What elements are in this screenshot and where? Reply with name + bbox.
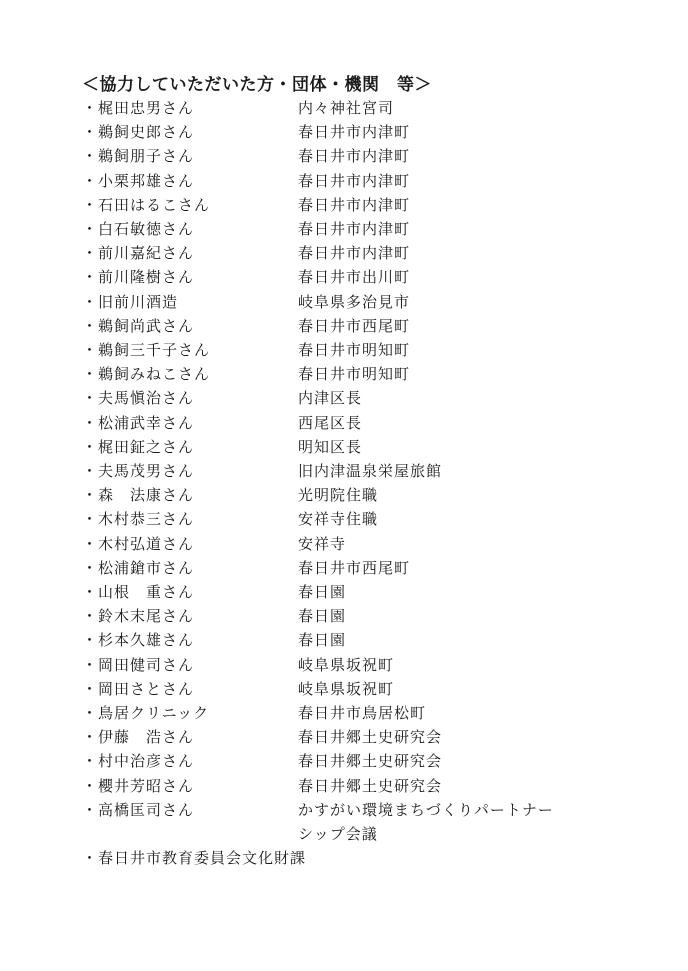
contributor-name: ・鵜飼朋子さん — [82, 147, 195, 166]
affiliation-line: 内津区長 — [298, 389, 363, 408]
section-heading: ＜協力していただいた方・団体・機関 等＞ — [82, 75, 432, 95]
list-item — [82, 362, 554, 386]
list-item — [82, 217, 554, 241]
contributor-affiliation — [298, 604, 346, 628]
contributor-affiliation — [298, 507, 378, 531]
contributor-name: ・村中治彦さん — [82, 752, 195, 771]
list-item — [82, 749, 554, 773]
contributor-name: ・櫻井芳昭さん — [82, 776, 195, 795]
list-item — [82, 193, 554, 217]
affiliation-line: 春日井市出川町 — [298, 268, 411, 287]
list-item — [82, 338, 554, 362]
contributor-affiliation — [298, 120, 410, 144]
contributor-affiliation — [298, 532, 346, 556]
affiliation-line: 旧内津温泉栄屋旅館 — [298, 462, 443, 481]
contributor-affiliation — [298, 338, 410, 362]
contributor-name: ・夫馬茂男さん — [82, 462, 195, 481]
affiliation-line: シップ会議 — [298, 825, 378, 844]
list-item — [82, 507, 554, 531]
list-item — [82, 798, 554, 846]
contributor-name: ・夫馬愼治さん — [82, 389, 195, 408]
contributor-affiliation — [298, 144, 410, 168]
contributor-affiliation — [298, 290, 410, 314]
contributor-name: ・山根 重さん — [82, 583, 195, 602]
contributor-name: ・小栗邦雄さん — [82, 171, 195, 190]
contributor-affiliation — [298, 265, 410, 289]
affiliation-line: 春日井郷土史研究会 — [298, 776, 443, 795]
contributor-affiliation — [298, 193, 410, 217]
affiliation-line: 光明院住職 — [298, 486, 379, 505]
contributor-name: ・松浦鎗市さん — [82, 558, 195, 577]
contributor-name: ・岡田さとさん — [82, 679, 195, 698]
contributor-name: ・梶田忠男さん — [82, 99, 195, 117]
contributor-affiliation — [298, 701, 426, 725]
affiliation-line: 春日井市内津町 — [298, 171, 411, 190]
contributor-name: ・鵜飼みねこさん — [82, 365, 211, 384]
list-item — [82, 314, 554, 338]
contributor-affiliation — [298, 580, 346, 604]
contributor-affiliation — [298, 169, 410, 193]
contributor-name: ・松浦武幸さん — [82, 413, 195, 432]
list-item — [82, 435, 554, 459]
contributor-name: ・前川嘉紀さん — [82, 244, 195, 263]
contributor-affiliation — [298, 653, 394, 677]
list-item — [82, 265, 554, 289]
affiliation-line: 安祥寺 — [298, 534, 347, 553]
list-item — [82, 774, 554, 798]
contributor-name: ・木村弘道さん — [82, 534, 195, 553]
affiliation-line: 春日井郷土史研究会 — [298, 728, 443, 747]
affiliation-line: 春日園 — [298, 583, 347, 602]
contributor-name: ・高橋匡司さん — [82, 800, 195, 819]
contributor-name: ・鵜飼史郎さん — [82, 123, 195, 142]
contributor-affiliation — [298, 459, 442, 483]
list-item — [82, 459, 554, 483]
list-item — [82, 556, 554, 580]
contributor-affiliation — [298, 96, 394, 120]
contributor-affiliation — [298, 314, 410, 338]
list-item-last: ・春日井市教育委員会文化財課 — [82, 849, 307, 868]
affiliation-line: 岐阜県坂祝町 — [298, 655, 395, 674]
affiliation-line: 安祥寺住職 — [298, 510, 379, 529]
contributor-name: ・森 法康さん — [82, 486, 195, 505]
affiliation-line: 春日園 — [298, 631, 347, 650]
contributor-affiliation — [298, 386, 362, 410]
affiliation-line: 春日井市内津町 — [298, 244, 411, 263]
affiliation-line: 春日井市西尾町 — [298, 558, 411, 577]
affiliation-line: 春日井郷土史研究会 — [298, 752, 443, 771]
contributor-name: ・鵜飼尚武さん — [82, 316, 195, 335]
affiliation-line: 春日井市西尾町 — [298, 316, 411, 335]
contributor-affiliation — [298, 362, 410, 386]
contributor-name: ・鵜飼三千子さん — [82, 341, 211, 360]
list-item — [82, 96, 554, 120]
list-item — [82, 120, 554, 144]
affiliation-line: 春日井市鳥居松町 — [298, 704, 427, 723]
list-item — [82, 725, 554, 749]
affiliation-line: 春日井市内津町 — [298, 147, 411, 166]
list-item — [82, 604, 554, 628]
list-item — [82, 532, 554, 556]
affiliation-line: 春日井市内津町 — [298, 195, 411, 214]
list-item — [82, 628, 554, 652]
contributor-name: ・旧前川酒造 — [82, 292, 179, 311]
contributor-affiliation — [298, 241, 410, 265]
contributor-name: ・石田はるこさん — [82, 195, 211, 214]
contributor-name: ・梶田鉦之さん — [82, 437, 195, 456]
affiliation-line: かすがい環境まちづくりパートナー — [298, 800, 554, 819]
contributor-name: ・木村恭三さん — [82, 510, 195, 529]
list-item — [82, 411, 554, 435]
list-item — [82, 144, 554, 168]
contributor-affiliation — [298, 749, 442, 773]
list-item — [82, 701, 554, 725]
list-item — [82, 169, 554, 193]
affiliation-line: 岐阜県坂祝町 — [298, 679, 395, 698]
contributor-affiliation — [298, 798, 554, 846]
affiliation-line: 西尾区長 — [298, 413, 363, 432]
list-item — [82, 653, 554, 677]
contributor-affiliation — [298, 435, 362, 459]
contributor-name: ・伊藤 浩さん — [82, 728, 195, 747]
affiliation-line: 春日園 — [298, 607, 347, 626]
contributor-name: ・前川隆樹さん — [82, 268, 195, 287]
contributor-affiliation — [298, 628, 346, 652]
list-item — [82, 580, 554, 604]
affiliation-line: 春日井市明知町 — [298, 341, 411, 360]
affiliation-line: 春日井市明知町 — [298, 365, 411, 384]
list-item — [82, 677, 554, 701]
affiliation-line: 内々神社宮司 — [298, 99, 395, 117]
contributor-affiliation — [298, 677, 394, 701]
affiliation-line: 春日井市内津町 — [298, 220, 411, 239]
affiliation-line: 明知区長 — [298, 437, 363, 456]
list-item — [82, 483, 554, 507]
list-item — [82, 386, 554, 410]
contributor-list — [82, 96, 554, 871]
contributor-affiliation — [298, 556, 410, 580]
contributor-name: ・白石敏徳さん — [82, 220, 195, 239]
affiliation-line: 岐阜県多治見市 — [298, 292, 411, 311]
affiliation-line: 春日井市内津町 — [298, 123, 411, 142]
list-item — [82, 241, 554, 265]
contributor-affiliation — [298, 217, 410, 241]
contributor-affiliation — [298, 411, 362, 435]
contributor-affiliation — [298, 774, 442, 798]
contributor-name: ・岡田健司さん — [82, 655, 195, 674]
list-item — [82, 290, 554, 314]
contributor-name: ・鈴木末尾さん — [82, 607, 195, 626]
contributor-name: ・鳥居クリニック — [82, 704, 210, 723]
contributor-name: ・杉本久雄さん — [82, 631, 195, 650]
contributor-affiliation — [298, 483, 378, 507]
contributor-affiliation — [298, 725, 442, 749]
